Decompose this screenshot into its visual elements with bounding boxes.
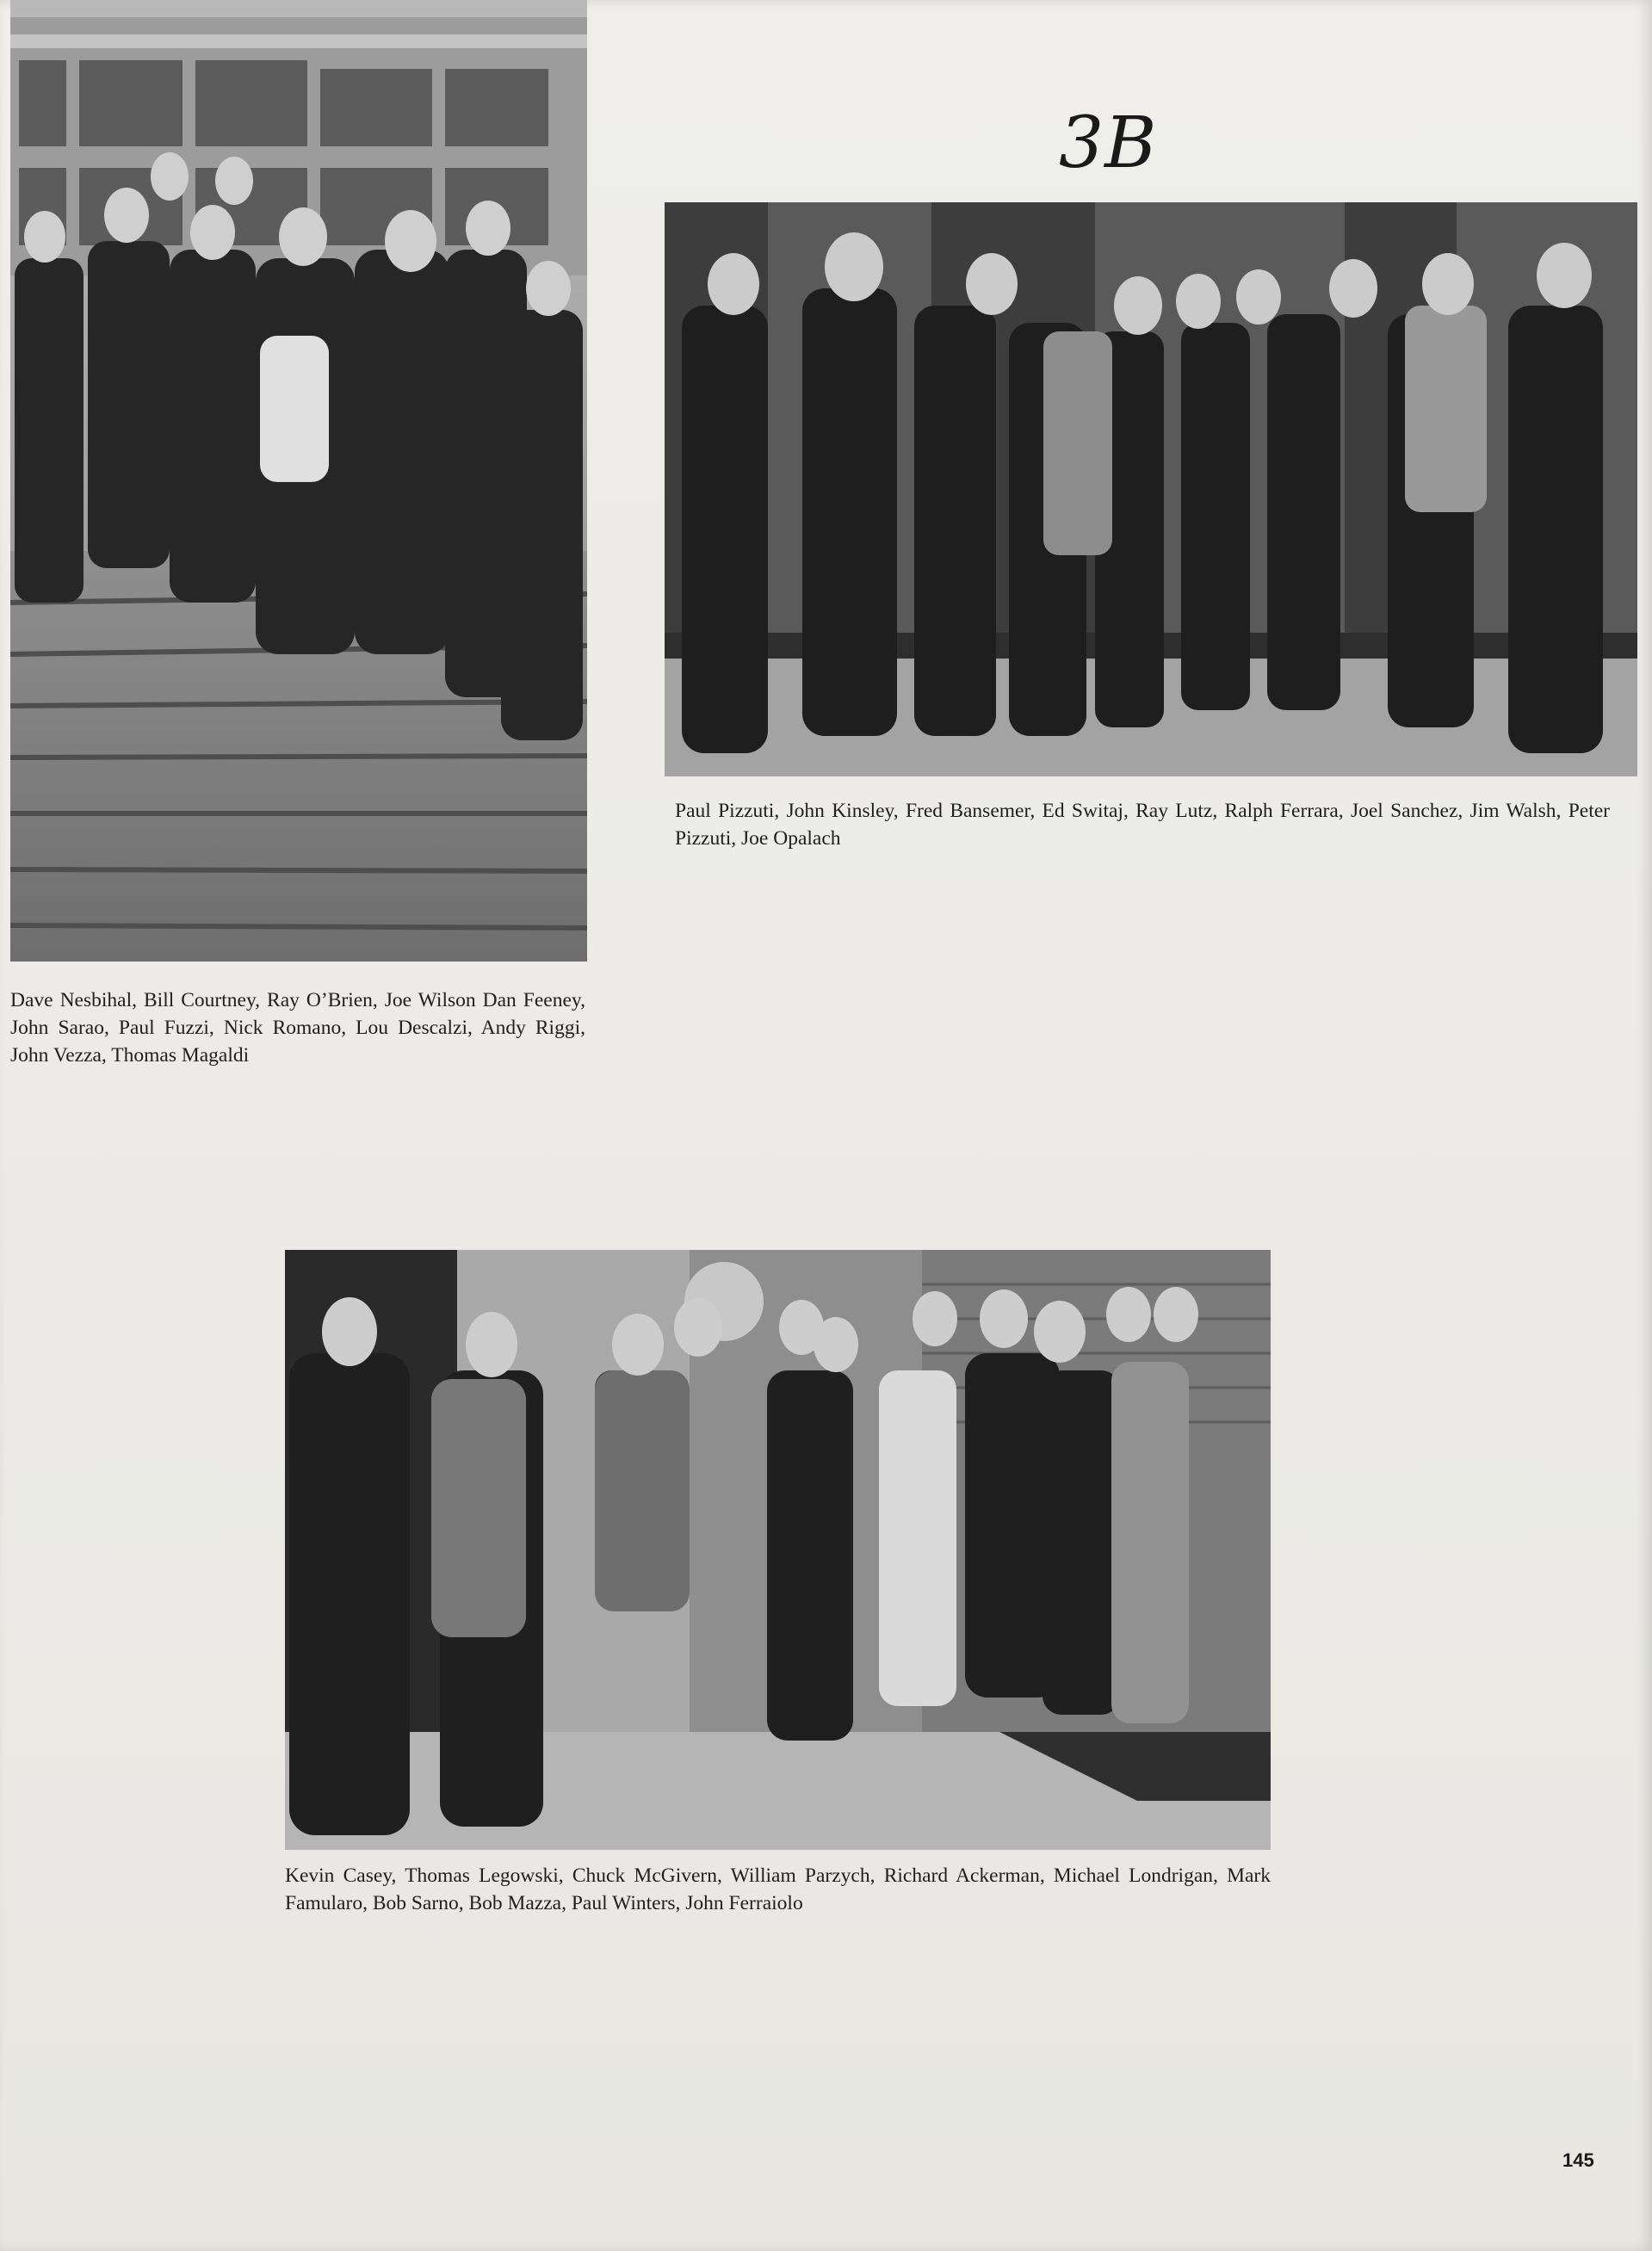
group-photo-corridor [665,202,1637,776]
group-photo-hallway-image [285,1250,1271,1850]
group-photo-hallway [285,1250,1271,1850]
group-photo-steps [10,0,587,962]
caption-steps-photo: Dave Nesbihal, Bill Courtney, Ray O’Brien, Joe Wilson Dan Feeney, John Sarao, Paul Fuzzi, Nick Romano, Lou Descalzi, Andy Riggi, John Vezza, Thomas Magaldi [10,989,585,1067]
page-number: 145 [1562,2149,1594,2171]
group-photo-steps-image [10,0,587,962]
group-photo-corridor-image [665,202,1637,776]
caption-hallway-photo: Kevin Casey, Thomas Legowski, Chuck McGivern, William Parzych, Richard Ackerman, Michael Londrigan, Mark Famularo, Bob Sarno, Bob Mazza, Paul Winters, John Ferraiolo [285,1864,1271,1914]
caption-corridor-photo: Paul Pizzuti, John Kinsley, Fred Bansemer, Ed Switaj, Ray Lutz, Ralph Ferrara, Joel Sanchez, Jim Walsh, Peter Pizzuti, Joe Opalach [675,800,1610,850]
section-heading: 3B [1059,102,1158,184]
